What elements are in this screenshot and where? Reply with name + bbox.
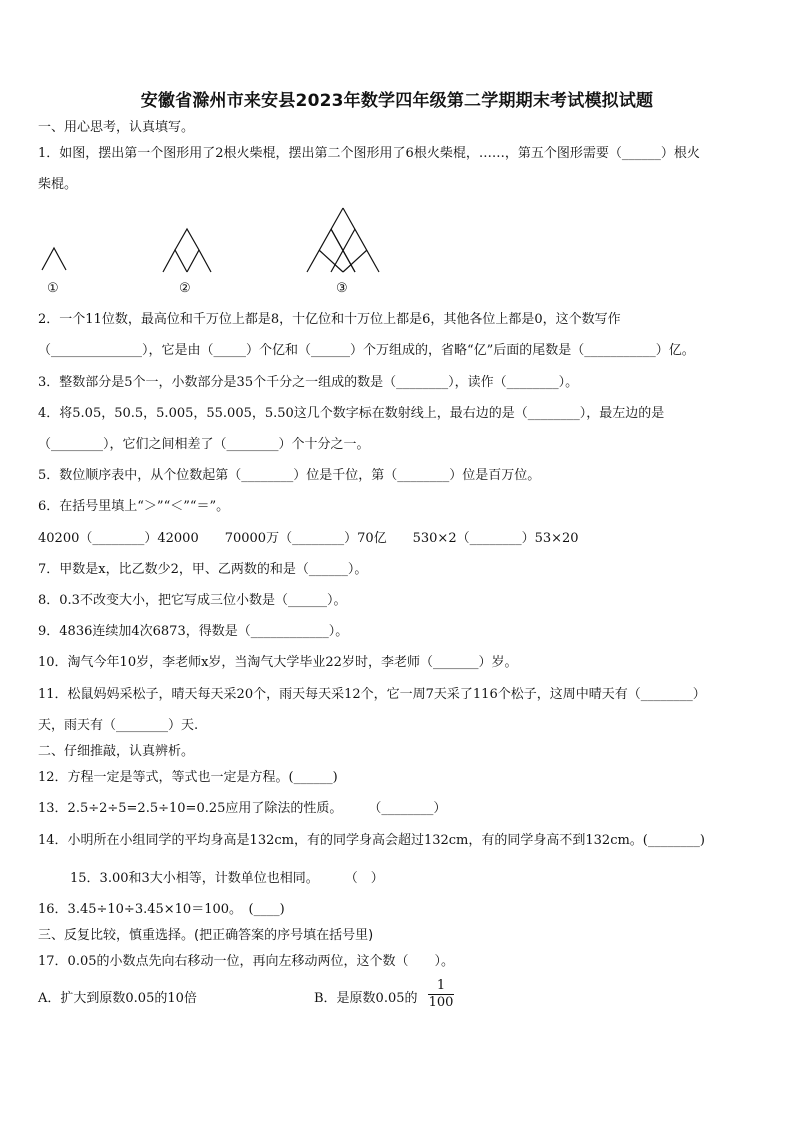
question-4-line-2: （________），它们之间相差了（________）个十分之一。 xyxy=(38,437,370,452)
fraction-one-hundredth xyxy=(428,978,454,1011)
question-2-line-1: 2．一个11位数，最高位和千万位上都是8，十亿位和十万位上都是6，其他各位上都是0，这个数写作 xyxy=(38,312,621,327)
matchstick-figures xyxy=(0,200,794,280)
question-1-line-1: 1．如图，摆出第一个图形用了2根火柴棍，摆出第二个图形用了6根火柴棍，……，第五个图形需要（______）根火 xyxy=(38,146,700,161)
question-3: 3．整数部分是5个一，小数部分是35个千分之一组成的数是（________），读作（________）。 xyxy=(38,375,579,390)
fraction-numerator: 1 xyxy=(428,978,454,995)
question-12: 12．方程一定是等式，等式也一定是方程。(______) xyxy=(38,770,338,785)
question-6-items: 40200（________）42000 70000万（________）70亿 530×2（________）53×20 xyxy=(38,531,579,546)
matchstick-figure-3 xyxy=(307,208,379,272)
question-17-option-b: B．是原数0.05的 xyxy=(314,991,418,1006)
question-11-line-2: 天，雨天有（________）天. xyxy=(38,718,199,733)
question-9: 9．4836连续加4次6873，得数是（____________）。 xyxy=(38,624,349,639)
figure-label-3: ③ xyxy=(336,281,348,296)
question-14: 14．小明所在小组同学的平均身高是132cm，有的同学身高会超过132cm，有的同学身高不到132cm。(________) xyxy=(38,833,705,848)
question-10: 10．淘气今年10岁，李老师x岁，当淘气大学毕业22岁时，李老师（_______）岁。 xyxy=(38,655,518,670)
section-1-heading: 一、用心思考，认真填写。 xyxy=(38,120,195,135)
figure-label-2: ② xyxy=(179,281,191,296)
section-2-heading: 二、仔细推敲，认真辨析。 xyxy=(38,744,195,759)
question-2-line-2: （______________），它是由（_____）个亿和（______）个万组成的，省略“亿”后面的尾数是（___________）亿。 xyxy=(38,343,695,358)
question-16: 16．3.45÷10÷3.45×10＝100。 (____) xyxy=(38,902,285,917)
matchstick-figure-1 xyxy=(42,248,66,270)
question-7: 7．甲数是x，比乙数少2，甲、乙两数的和是（______）。 xyxy=(38,562,368,577)
question-4-line-1: 4．将5.05，50.5，5.005，55.005，5.50这几个数字标在数射线上，最右边的是（________），最左边的是 xyxy=(38,406,665,421)
question-17: 17．0.05的小数点先向右移动一位，再向左移动两位，这个数（ ）。 xyxy=(38,954,454,969)
question-11-line-1: 11．松鼠妈妈采松子，晴天每天采20个，雨天每天采12个，它一周7天采了116个松子，这周中晴天有（________） xyxy=(38,687,706,702)
question-8: 8．0.3不改变大小，把它写成三位小数是（______）。 xyxy=(38,593,347,608)
fraction-denominator: 100 xyxy=(428,995,454,1010)
matchstick-figure-2 xyxy=(163,229,211,272)
question-1-line-2: 柴棍。 xyxy=(38,177,78,192)
question-13: 13．2.5÷2÷5=2.5÷10=0.25应用了除法的性质。 （________） xyxy=(38,801,447,816)
question-17-option-a: A．扩大到原数0.05的10倍 xyxy=(38,991,197,1006)
question-15: 15．3.00和3大小相等，计数单位也相同。 （ ） xyxy=(70,871,384,886)
figure-label-1: ① xyxy=(47,281,59,296)
question-5: 5．数位顺序表中，从个位数起第（________）位是千位，第（________）位是百万位。 xyxy=(38,468,541,483)
section-3-heading: 三、反复比较，慎重选择。(把正确答案的序号填在括号里) xyxy=(38,928,374,943)
page-title: 安徽省滁州市来安县2023年数学四年级第二学期期末考试模拟试题 xyxy=(140,91,654,111)
question-6: 6．在括号里填上“＞”“＜”“＝”。 xyxy=(38,499,230,514)
